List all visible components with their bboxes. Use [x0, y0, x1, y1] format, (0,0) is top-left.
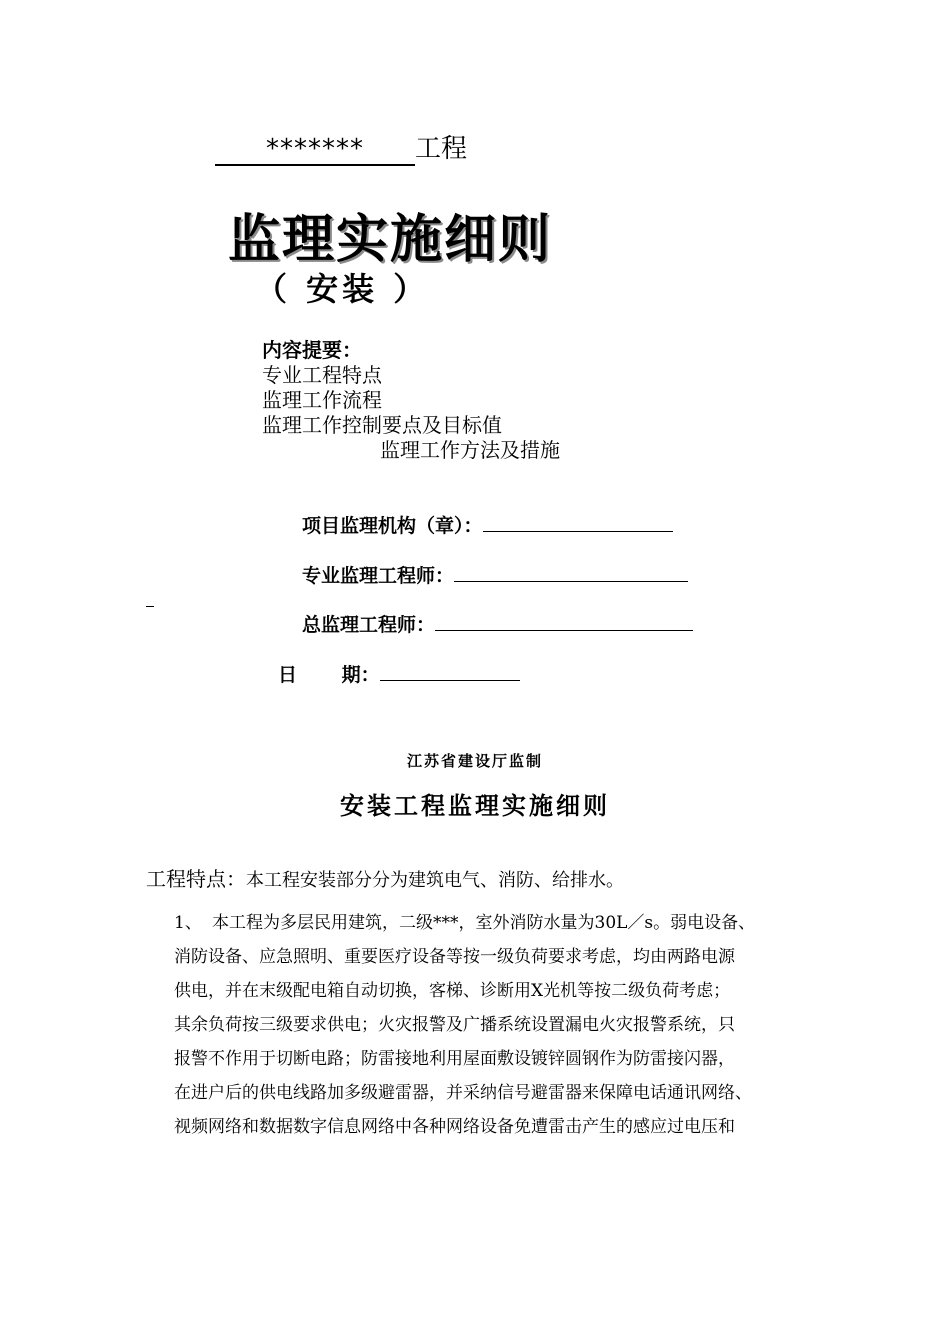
field-blank — [380, 660, 520, 681]
field-label: 总监理工程师： — [302, 614, 436, 636]
features-label: 工程特点： — [146, 867, 246, 891]
item-number: 1、 — [174, 913, 202, 933]
field-label: 日 期： — [278, 664, 380, 686]
document-title: 安装工程监理实施细则 — [340, 792, 610, 820]
paragraph-line: 报警不作用于切断电路；防雷接地利用屋面敷设镀锌圆钢作为防雷接闪器， — [174, 1049, 735, 1069]
field-blank — [454, 561, 688, 582]
paragraph-line: 消防设备、应急照明、重要医疗设备等按一级负荷要求考虑，均由两路电源 — [174, 947, 735, 967]
summary-item: 监理工作流程 — [262, 388, 382, 412]
summary-item: 监理工作方法及措施 — [380, 438, 560, 462]
field-chief-engineer — [302, 610, 693, 638]
paragraph-line — [174, 906, 834, 940]
summary-label: 内容提要： — [262, 338, 362, 362]
field-specialist-engineer — [302, 561, 688, 589]
summary-item: 专业工程特点 — [262, 363, 382, 387]
content-summary — [262, 338, 560, 463]
paragraph-line: 其余负荷按三级要求供电；火灾报警及广播系统设置漏电火灾报警系统，只 — [174, 1015, 735, 1035]
features-line — [146, 866, 624, 894]
field-supervision-org — [302, 511, 673, 539]
features-text: 本工程安装部分分为建筑电气、消防、给排水。 — [246, 870, 624, 891]
project-suffix: 工程 — [415, 134, 468, 164]
project-name-line — [215, 132, 467, 166]
field-blank — [435, 610, 693, 631]
item-paragraph — [174, 906, 834, 1144]
cover-subtitle: （ 安装 ） — [255, 270, 430, 308]
cover-title: 监理实施细则 — [228, 210, 553, 270]
field-label: 专业监理工程师： — [302, 565, 455, 587]
paragraph-line: 在进户后的供电线路加多级避雷器，并采纳信号避雷器来保障电话通讯网络、 — [174, 1083, 752, 1103]
field-blank — [483, 511, 673, 532]
paragraph-line: 供电，并在末级配电箱自动切换，客梯、诊断用X光机等按二级负荷考虑； — [174, 981, 731, 1001]
field-date — [278, 660, 520, 688]
issuer-label: 江苏省建设厅监制 — [406, 752, 543, 770]
project-name-blank: ******* — [215, 134, 415, 166]
field-label: 项目监理机构（章）： — [302, 515, 483, 537]
paragraph-line: 视频网络和数据数字信息网络中各种网络设备免遭雷击产生的感应过电压和 — [174, 1117, 735, 1137]
stray-mark — [146, 606, 154, 607]
paragraph-text: 本工程为多层民用建筑，二级***，室外消防水量为30L／s。弱电设备、 — [212, 913, 756, 933]
summary-item: 监理工作控制要点及目标值 — [262, 413, 502, 437]
